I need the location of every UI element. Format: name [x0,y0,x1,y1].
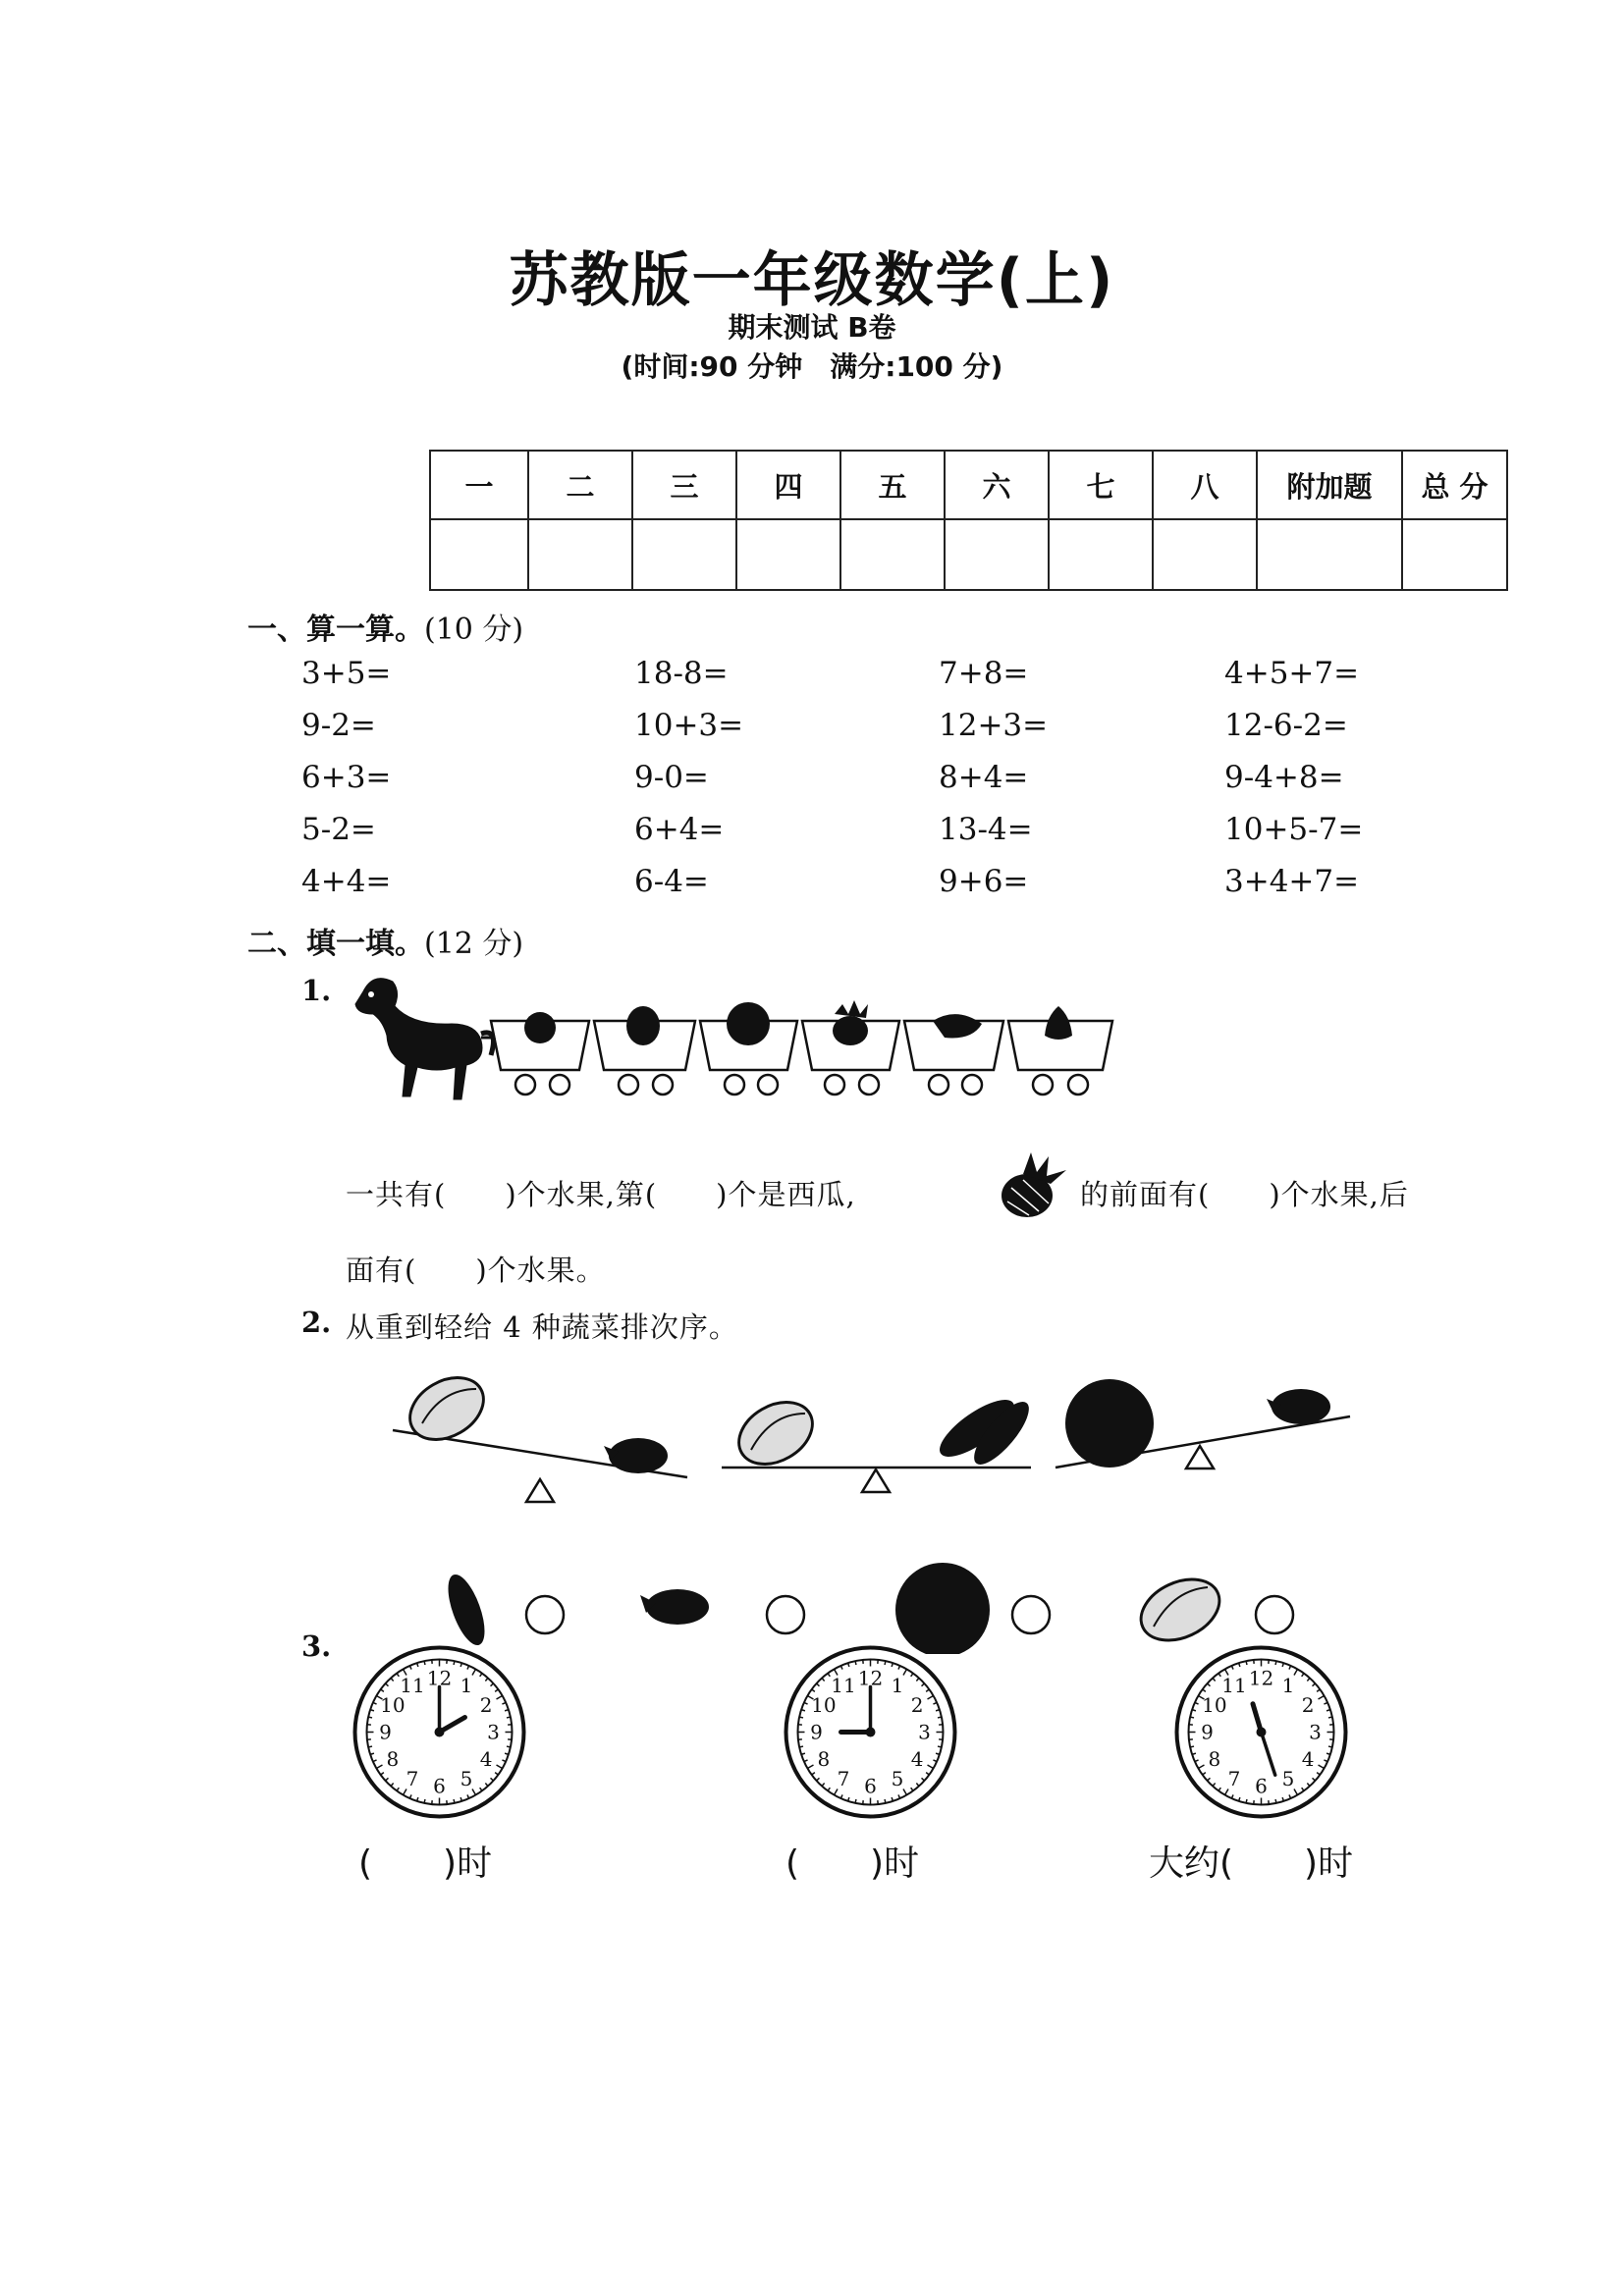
arith-problem[interactable]: 13-4= [939,812,1033,847]
score-col-header: 八 [1153,451,1257,519]
q1-line1-part2: 的前面有( )个水果,后 [1080,1178,1409,1211]
clock-numeral: 12 [1248,1666,1274,1690]
clock-numeral: 7 [837,1767,850,1791]
score-cell[interactable] [632,519,736,590]
clock-tick [1275,1661,1276,1665]
eggplant-icon [640,1589,709,1625]
clock-tick [855,1799,856,1803]
clock-numeral: 10 [380,1693,406,1717]
clock-numeral: 10 [811,1693,837,1717]
clock-answer-label[interactable]: ( )时 [358,1843,493,1884]
eggplant-icon [1267,1389,1330,1424]
clock-tick [1328,1746,1332,1747]
train-wheels [515,1075,1088,1095]
score-cell[interactable] [736,519,840,590]
clock-numeral: 12 [857,1666,884,1690]
clock-numeral: 5 [460,1767,473,1791]
clock-numeral: 10 [1202,1693,1227,1717]
clock-center [435,1728,445,1737]
clock-tick [938,1746,942,1747]
page-subtitle: 期末测试 B卷 [728,311,896,344]
clock-numeral: 2 [910,1693,924,1717]
clock-tick [799,1717,803,1718]
horse-train-illustration [344,967,1129,1134]
score-cell[interactable] [1049,519,1153,590]
clock-numeral: 6 [864,1774,877,1798]
score-cell[interactable] [840,519,945,590]
clock-tick [454,1799,455,1803]
clock-tick [938,1717,942,1718]
clock-tick [424,1799,425,1803]
eggplant-icon [604,1438,668,1473]
clock-numeral: 1 [891,1673,904,1697]
pineapple-icon [994,1147,1072,1225]
arith-problem[interactable]: 10+3= [634,708,744,743]
arith-problem[interactable]: 6+3= [301,760,392,795]
clock-tick [1190,1746,1194,1747]
clock-tick [1190,1717,1194,1718]
clock-numeral: 4 [1301,1747,1315,1771]
corn-icon [932,1390,1037,1472]
arith-problem[interactable]: 3+5= [301,656,392,691]
arith-problem[interactable]: 5-2= [301,812,376,847]
arith-problem[interactable]: 9-0= [634,760,709,795]
clock-numeral: 2 [1301,1693,1315,1717]
arith-problem[interactable]: 12+3= [939,708,1049,743]
section2-points: (12 分) [424,927,524,961]
score-cell[interactable] [1153,519,1257,590]
clock-numeral: 3 [1309,1720,1322,1744]
clock-tick [1246,1799,1247,1803]
arith-problem[interactable]: 9+6= [939,864,1029,899]
clock-center [1257,1728,1267,1737]
clock-tick [368,1746,372,1747]
clock-tick [368,1717,372,1718]
clock-numeral: 3 [918,1720,931,1744]
apple-icon [524,1012,556,1043]
score-col-header: 总 分 [1402,451,1507,519]
clock-tick [885,1661,886,1665]
clock-numeral: 1 [460,1673,473,1697]
clock-tick [454,1661,455,1665]
train-carts [491,1021,1112,1070]
fruits [524,1000,1072,1045]
section1-heading [247,605,523,648]
section2-heading [247,919,523,962]
watermelon-icon [1065,1379,1154,1468]
score-cell[interactable] [430,519,528,590]
section1-title: 一、算一算。 [247,613,424,647]
answer-circle[interactable] [526,1596,564,1633]
clock-face [780,1641,961,1823]
corn-icon [441,1571,492,1650]
clock-numeral: 7 [1227,1767,1241,1791]
score-col-header: 三 [632,451,736,519]
clock-numeral: 4 [910,1747,924,1771]
answer-circle[interactable] [1012,1596,1050,1633]
arith-problem[interactable]: 10+5-7= [1224,812,1364,847]
score-col-header: 附加题 [1257,451,1402,519]
clock-numeral: 8 [386,1747,400,1771]
arith-problem[interactable]: 4+4= [301,864,392,899]
q1-line1-part1: 一共有( )个水果,第( )个是西瓜, [346,1178,856,1211]
clock-numeral: 6 [433,1774,446,1798]
clock-tick [1246,1661,1247,1665]
score-col-header: 七 [1049,451,1153,519]
banana-icon [933,1014,982,1038]
clock-numeral: 7 [406,1767,419,1791]
clock-numeral: 9 [810,1720,823,1744]
q2-text: 从重到轻给 4 种蔬菜排次序。 [346,1310,738,1344]
clock-tick [507,1717,511,1718]
cabbage-icon [399,1369,494,1452]
section1-points: (10 分) [424,613,524,647]
seesaw-2 [722,1468,1031,1492]
peach-icon [626,1006,660,1045]
clock-numeral: 11 [1221,1673,1247,1697]
clock-tick [507,1746,511,1747]
section2-title: 二、填一填。 [247,927,424,961]
arith-problem[interactable]: 7+8= [939,656,1029,691]
cabbage-icon [1131,1568,1229,1652]
arith-problem[interactable]: 9-2= [301,708,376,743]
clock-tick [1328,1717,1332,1718]
arith-problem[interactable]: 3+4+7= [1224,864,1360,899]
clock-numeral: 9 [379,1720,392,1744]
cabbage-icon [728,1390,823,1476]
clock-numeral: 5 [891,1767,904,1791]
score-cell[interactable] [945,519,1049,590]
arith-problem[interactable]: 12-6-2= [1224,708,1348,743]
arith-problem[interactable]: 6-4= [634,864,709,899]
clock-numeral: 6 [1255,1774,1268,1798]
clock-tick [855,1661,856,1665]
clock-tick [885,1799,886,1803]
answer-circle[interactable] [1256,1596,1293,1633]
arith-problem[interactable]: 4+5+7= [1224,656,1360,691]
horse-icon [355,979,493,1099]
clock-numeral: 12 [426,1666,453,1690]
q3-number: 3. [301,1629,332,1663]
exam-info: (时间:90 分钟 满分:100 分) [621,350,1003,383]
clock-numeral: 11 [400,1673,425,1697]
score-col-header: 五 [840,451,945,519]
arith-problem[interactable]: 9-4+8= [1224,760,1344,795]
clock-tick [424,1661,425,1665]
clock-numeral: 8 [1208,1747,1221,1771]
score-col-header: 四 [736,451,840,519]
pear-icon [1045,1006,1072,1040]
seesaw-illustration [383,1369,1365,1654]
clock-numeral: 11 [831,1673,856,1697]
page-title: 苏教版一年级数学(上) [509,246,1115,315]
clock-numeral: 1 [1281,1673,1295,1697]
score-cell[interactable] [1402,519,1507,590]
clock-numeral: 3 [487,1720,500,1744]
score-table [429,450,1508,591]
pineapple-icon [833,1000,868,1045]
clock-face [1170,1641,1352,1823]
clock-numeral: 8 [817,1747,831,1771]
score-cell[interactable] [1257,519,1402,590]
q1-line2: 面有( )个水果。 [346,1254,606,1287]
score-cell[interactable] [528,519,632,590]
clock-tick [1275,1799,1276,1803]
score-col-header: 六 [945,451,1049,519]
clock-numeral: 2 [479,1693,493,1717]
q2-number: 2. [301,1306,332,1339]
clock-tick [799,1746,803,1747]
arith-problem[interactable]: 6+4= [634,812,725,847]
watermelon-icon [727,1002,770,1045]
score-col-header: 一 [430,451,528,519]
clock-numeral: 9 [1201,1720,1214,1744]
clock-center [866,1728,876,1737]
answer-circle[interactable] [767,1596,804,1633]
clock-face [349,1641,530,1823]
clock-answer-label[interactable]: 大约( )时 [1149,1843,1354,1884]
arith-problem[interactable]: 8+4= [939,760,1029,795]
score-col-header: 二 [528,451,632,519]
clock-answer-label[interactable]: ( )时 [785,1843,920,1884]
q1-number: 1. [301,974,332,1007]
arith-problem[interactable]: 18-8= [634,656,729,691]
clock-numeral: 5 [1281,1767,1295,1791]
clock-numeral: 4 [479,1747,493,1771]
